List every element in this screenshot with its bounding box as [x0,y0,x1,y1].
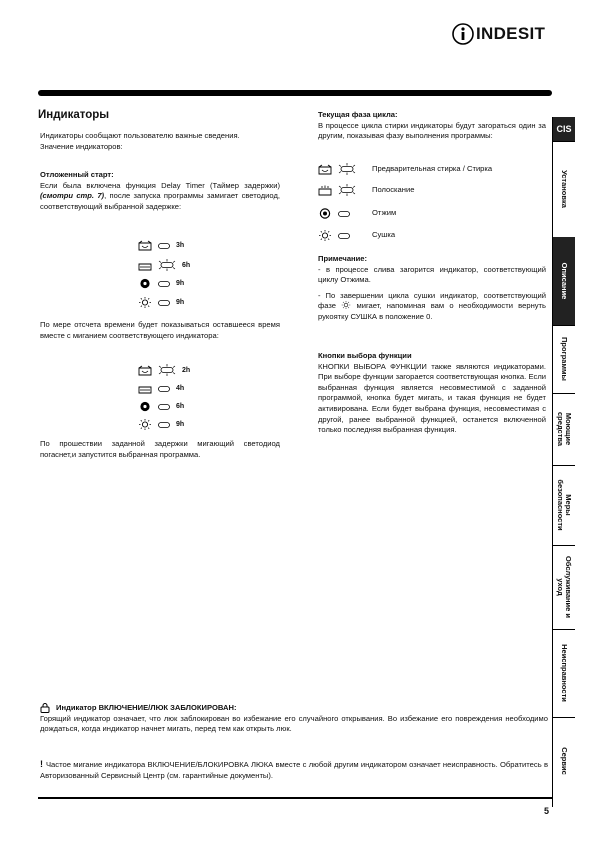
tab-safety[interactable]: Меры безопасности [553,465,575,546]
tab-troubleshooting[interactable]: Неисправности [553,629,575,718]
led-icon [158,386,170,392]
led-icon [158,422,170,428]
dry-sun-icon [341,301,351,309]
remaining-indicator-3: 6h [138,401,184,412]
phase-row-3: Отжим [318,208,396,219]
note-2: - По завершении цикла сушки индикатор, соответствующий фазе мигает, напоминая вам о необходимости вернуть рукоятку СУШКА в положение 0. [318,290,546,321]
spin-icon [138,278,152,289]
function-heading: Кнопки выбора функции [318,351,412,360]
indesit-logo-icon [452,23,474,45]
intro-text: Индикаторы сообщают пользователю важные сведения. Значение индикаторов: [40,131,240,151]
page-number: 5 [544,806,550,816]
phase-section [318,110,546,142]
led-icon [158,300,170,306]
tab-install[interactable]: Установка [553,141,575,238]
warning-text-block [40,759,548,781]
wash-icon [138,260,152,271]
led-icon [338,233,350,239]
led-icon [158,243,170,249]
led-blinking-icon [158,364,176,376]
tab-detergents[interactable]: Моющие средства [553,393,575,466]
delay-indicator-3: 9h [138,278,184,289]
phase-heading: Текущая фаза цикла: [318,110,398,119]
delay-paragraph-3: По прошествии заданной задержки мигающий светодиод погаснет,и запустится выбранная программа. [40,439,280,459]
tab-maintenance[interactable]: Обслуживание и уход [553,545,575,630]
phase-row-1: Предварительная стирка / Стирка [318,163,492,175]
note-section [318,254,546,323]
lock-heading: Индикатор ВКЛЮЧЕНИЕ/ЛЮК ЗАБЛОКИРОВАН: [56,703,237,712]
sidebar-border [552,117,553,807]
tab-service[interactable]: Сервис [560,747,569,775]
delay-paragraph-1: Если была включена функция Delay Timer (Таймер задержки) (смотри стр. 7), после запуска программы замигает светодиод, соответствующий выбранной задержке: [40,180,280,211]
remaining-indicator-2: 4h [138,383,184,394]
phase-text: В процессе цикла стирки индикаторы будут загораться один за другим, показывая фазу выполнения программы: [318,120,546,141]
note-heading: Примечание: [318,254,368,263]
delay-section [40,170,280,212]
spin-icon [318,208,332,219]
remaining-indicator-1: 2h [138,364,190,376]
delay-paragraph-2: По мере отсчета времени будет показываться оставшееся время вместе с миганием соответствующего индикатора: [40,320,280,340]
brand-name: INDESIT [476,24,546,43]
prewash-icon [138,240,152,251]
dry-sun-icon [318,230,332,241]
header-rule [38,90,552,96]
led-blinking-icon [158,259,176,271]
tab-description[interactable]: Описание [553,237,575,326]
note-1: - в процессе слива загорится индикатор, соответствующий циклу Отжима. [318,264,546,285]
tab-programs[interactable]: Программы [553,325,575,394]
footer-rule [38,797,552,799]
delay-indicator-4: 9h [138,297,184,308]
brand-logo [452,22,545,46]
led-icon [338,211,350,217]
lock-text: Горящий индикатор означает, что люк заблокирован во избежание его случайного открывания. Во избежание его повреждения необходимо дождаться, когда индикатор начнет мигать, перед тем как открыть люк. [40,713,548,734]
led-icon [158,281,170,287]
led-icon [158,404,170,410]
prewash-icon [318,164,332,175]
section-title: Индикаторы [38,109,110,121]
lock-section [40,703,548,735]
wash-icon [138,383,152,394]
remaining-indicator-4: 9h [138,419,184,430]
dry-sun-icon [138,419,152,430]
delay-indicator-2: 6h [138,259,190,271]
function-text: КНОПКИ ВЫБОРА ФУНКЦИИ также являются индикаторами. При выборе функции загорается соответствующая кнопка. Если выбранная функция является несовместимой с заданной программой, кнопка будет мигать, и такая функция не будет активирована. Если будет выбрана функция, несовместимая с другой, ранее выбранной функцией, останется включенной только последняя выбранная функция. [318,361,546,435]
warning-text: Частое мигание индикатора ВКЛЮЧЕНИЕ/БЛОКИРОВКА ЛЮКА вместе с любой другим индикатором означает неисправность. Обратитесь в Авторизованный Сервисный Центр (см. гарантийные документы). [40,760,548,780]
function-section [318,351,546,436]
prewash-icon [138,365,152,376]
led-blinking-icon [338,184,356,196]
delay-heading: Отложенный старт: [40,170,114,179]
sidebar-lang-tab[interactable]: CIS [553,117,575,142]
lock-icon [40,703,50,713]
lock-heading-row [40,703,548,714]
led-blinking-icon [338,163,356,175]
dry-sun-icon [138,297,152,308]
phase-row-2: Полоскание [318,184,414,196]
phase-row-4: Сушка [318,230,395,241]
spin-icon [138,401,152,412]
rinse-icon [318,185,332,196]
warning-icon: ! [40,759,43,769]
delay-indicator-1: 3h [138,240,184,251]
